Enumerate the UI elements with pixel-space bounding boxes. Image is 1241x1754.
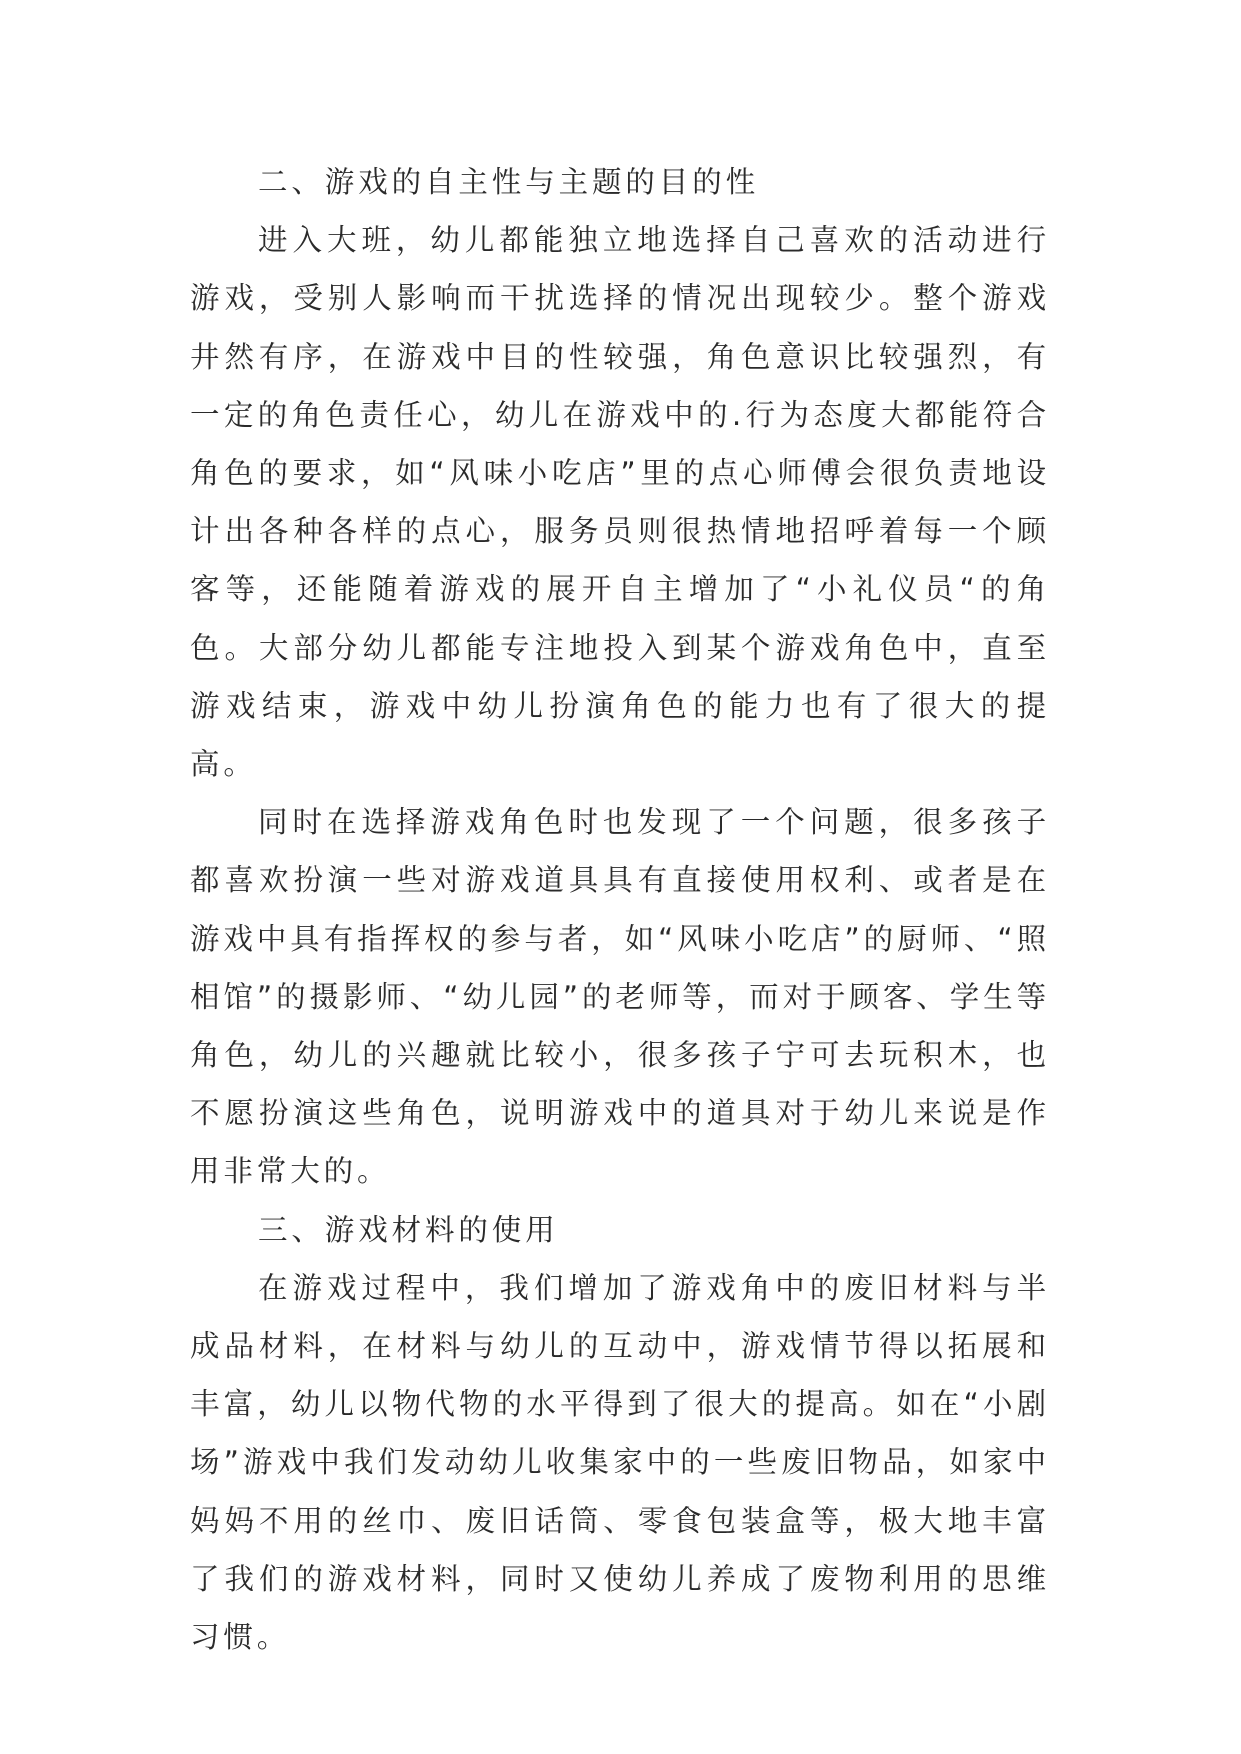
paragraph-1: 进入大班，幼儿都能独立地选择自己喜欢的活动进行游戏，受别人影响而干扰选择的情况出现较少。整个游戏井然有序，在游戏中目的性较强，角色意识比较强烈，有一定的角色责任心，幼儿在游戏中的.行为态度大都能符合角色的要求，如“风味小吃店”里的点心师傅会很负责地设计出各种各样的点心，服务员则很热情地招呼着每一个顾客等，还能随着游戏的展开自主增加了“小礼仪员“的角色。大部分幼儿都能专注地投入到某个游戏角色中，直至游戏结束，游戏中幼儿扮演角色的能力也有了很大的提高。 <box>190 223 1050 782</box>
paragraph-2: 同时在选择游戏角色时也发现了一个问题，很多孩子都喜欢扮演一些对游戏道具具有直接使用权利、或者是在游戏中具有指挥权的参与者，如“风味小吃店”的厨师、“照相馆”的摄影师、“幼儿园”的老师等，而对于顾客、学生等角色，幼儿的兴趣就比较小，很多孩子宁可去玩积木，也不愿扮演这些角色，说明游戏中的道具对于幼儿来说是作用非常大的。 <box>190 805 1050 1189</box>
paragraph-3: 在游戏过程中，我们增加了游戏角中的废旧材料与半成品材料，在材料与幼儿的互动中，游戏情节得以拓展和丰富，幼儿以物代物的水平得到了很大的提高。如在“小剧场”游戏中我们发动幼儿收集家中的一些废旧物品，如家中妈妈不用的丝巾、废旧话筒、零食包装盒等，极大地丰富了我们的游戏材料，同时又使幼儿养成了废物利用的思维习惯。 <box>190 1270 1050 1655</box>
section-heading-2: 二、游戏的自主性与主题的目的性 <box>258 165 760 199</box>
document-body <box>190 153 1050 1666</box>
section-heading-3: 三、游戏材料的使用 <box>258 1212 559 1247</box>
